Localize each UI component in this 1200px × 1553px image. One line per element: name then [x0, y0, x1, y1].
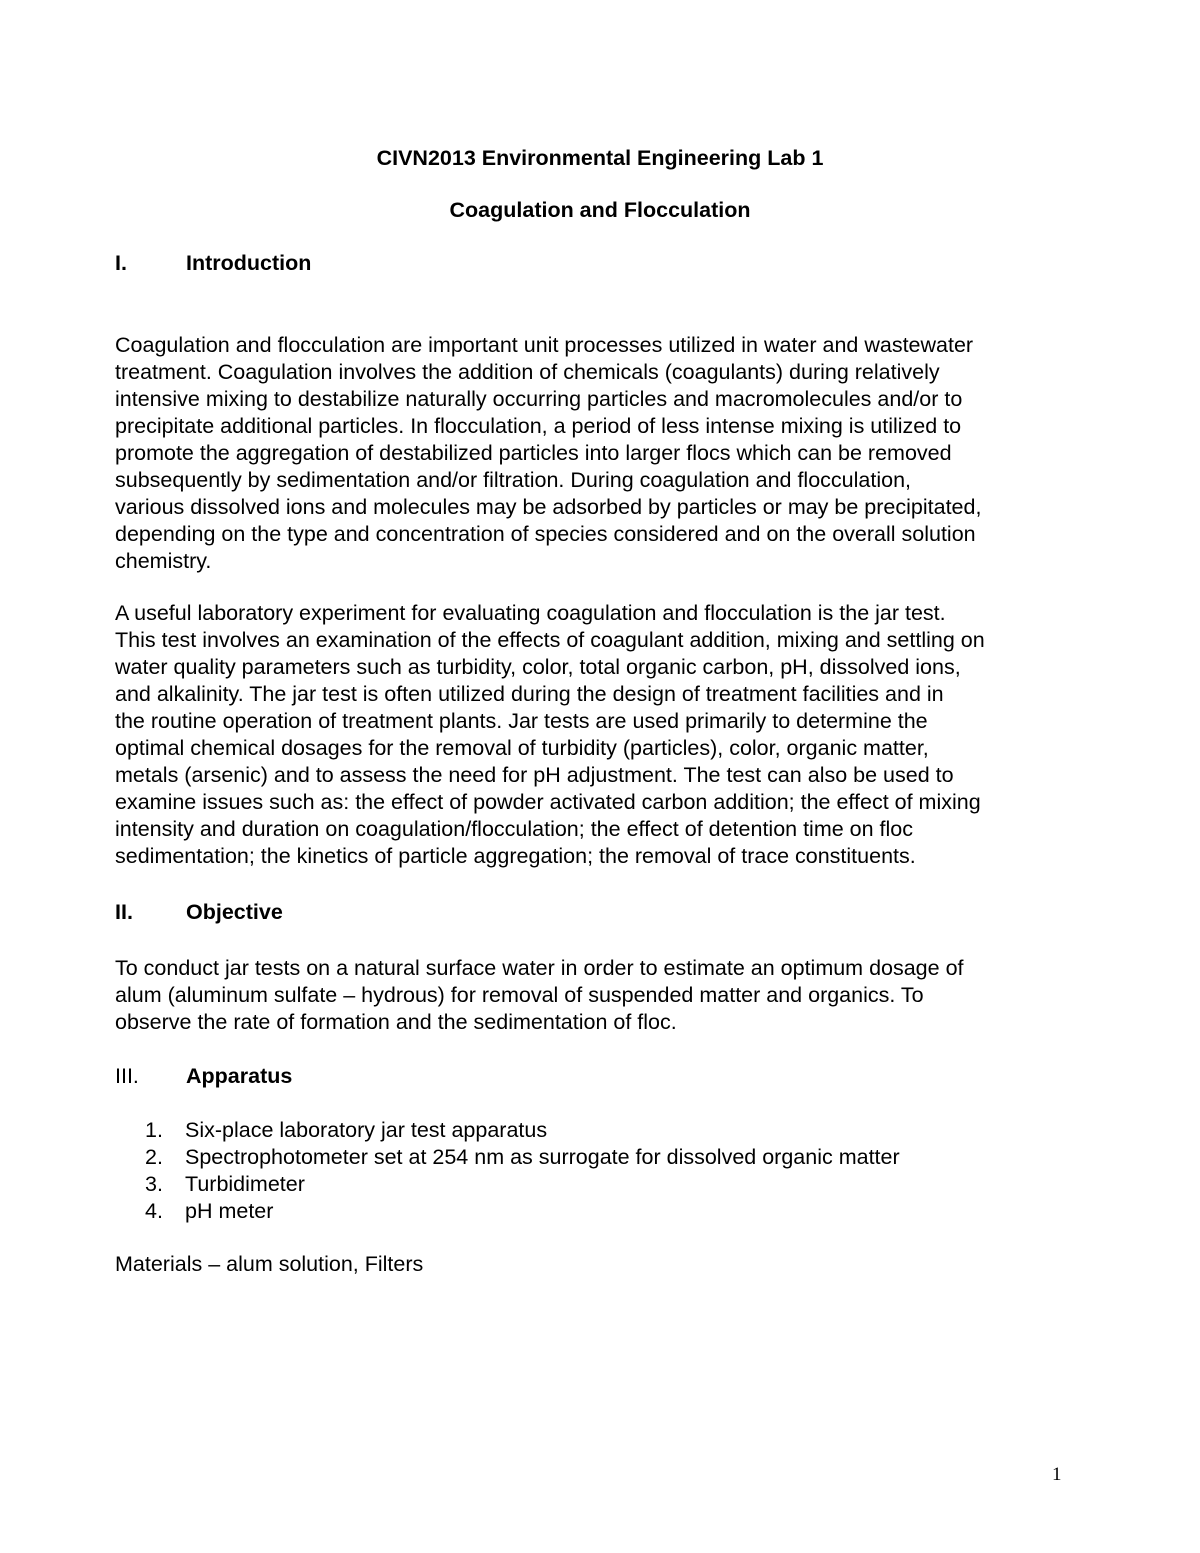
list-item-text: Six-place laboratory jar test apparatus: [185, 1118, 548, 1142]
list-item-text: Spectrophotometer set at 254 nm as surrogate for dissolved organic matter: [185, 1145, 900, 1169]
text-line: sedimentation; the kinetics of particle aggregation; the removal of trace constituents.: [115, 844, 916, 868]
text-line: A useful laboratory experiment for evaluating coagulation and flocculation is the jar test.: [115, 601, 946, 625]
text-line: depending on the type and concentration of species considered and on the overall solution: [115, 522, 976, 546]
document-subtitle: Coagulation and Flocculation: [449, 198, 751, 222]
text-line: Coagulation and flocculation are important unit processes utilized in water and wastewater: [115, 333, 974, 357]
text-line: and alkalinity. The jar test is often utilized during the design of treatment facilities and in: [115, 682, 944, 706]
introduction-paragraph-1: [115, 332, 1075, 575]
section-number: I.: [115, 251, 127, 275]
list-item-number: 2.: [145, 1145, 163, 1169]
list-item: [145, 1117, 900, 1144]
text-line: Materials – alum solution, Filters: [115, 1252, 424, 1276]
section-heading-introduction: [115, 250, 311, 277]
page-number: 1: [1052, 1464, 1062, 1485]
text-line: metals (arsenic) and to assess the need for pH adjustment. The test can also be used to: [115, 763, 954, 787]
text-line: promote the aggregation of destabilized particles into larger flocs which can be removed: [115, 441, 952, 465]
objective-paragraph: [115, 955, 1075, 1036]
text-line: treatment. Coagulation involves the addition of chemicals (coagulants) during relatively: [115, 360, 940, 384]
apparatus-list: [145, 1117, 900, 1225]
list-item-number: 4.: [145, 1199, 163, 1223]
list-item-text: pH meter: [185, 1199, 274, 1223]
list-item-number: 3.: [145, 1172, 163, 1196]
text-line: chemistry.: [115, 549, 212, 573]
section-heading-apparatus: [115, 1063, 292, 1090]
introduction-paragraph-2: [115, 600, 1075, 870]
list-item-text: Turbidimeter: [185, 1172, 305, 1196]
text-line: To conduct jar tests on a natural surface water in order to estimate an optimum dosage of: [115, 956, 964, 980]
text-line: precipitate additional particles. In flocculation, a period of less intense mixing is utilized to: [115, 414, 962, 438]
section-number: II.: [115, 900, 133, 924]
section-title: Apparatus: [186, 1064, 293, 1088]
text-line: various dissolved ions and molecules may be adsorbed by particles or may be precipitated,: [115, 495, 982, 519]
text-line: the routine operation of treatment plants. Jar tests are used primarily to determine the: [115, 709, 928, 733]
text-line: optimal chemical dosages for the removal of turbidity (particles), color, organic matter,: [115, 736, 929, 760]
text-line: subsequently by sedimentation and/or filtration. During coagulation and flocculation,: [115, 468, 911, 492]
section-title: Objective: [186, 900, 283, 924]
section-number: III.: [115, 1064, 139, 1088]
list-item: [145, 1171, 900, 1198]
section-title: Introduction: [186, 251, 312, 275]
text-line: intensity and duration on coagulation/flocculation; the effect of detention time on floc: [115, 817, 914, 841]
list-item-number: 1.: [145, 1118, 163, 1142]
materials-line: [115, 1251, 1075, 1278]
text-line: This test involves an examination of the effects of coagulant addition, mixing and settling on: [115, 628, 985, 652]
section-heading-objective: [115, 899, 283, 926]
text-line: water quality parameters such as turbidity, color, total organic carbon, pH, dissolved ions,: [115, 655, 961, 679]
text-line: alum (aluminum sulfate – hydrous) for removal of suspended matter and organics. To: [115, 983, 924, 1007]
list-item: [145, 1198, 900, 1225]
text-line: intensive mixing to destabilize naturally occurring particles and macromolecules and/or to: [115, 387, 963, 411]
text-line: observe the rate of formation and the sedimentation of floc.: [115, 1010, 677, 1034]
text-line: examine issues such as: the effect of powder activated carbon addition; the effect of mixing: [115, 790, 981, 814]
list-item: [145, 1144, 900, 1171]
document-title: CIVN2013 Environmental Engineering Lab 1: [376, 146, 824, 170]
